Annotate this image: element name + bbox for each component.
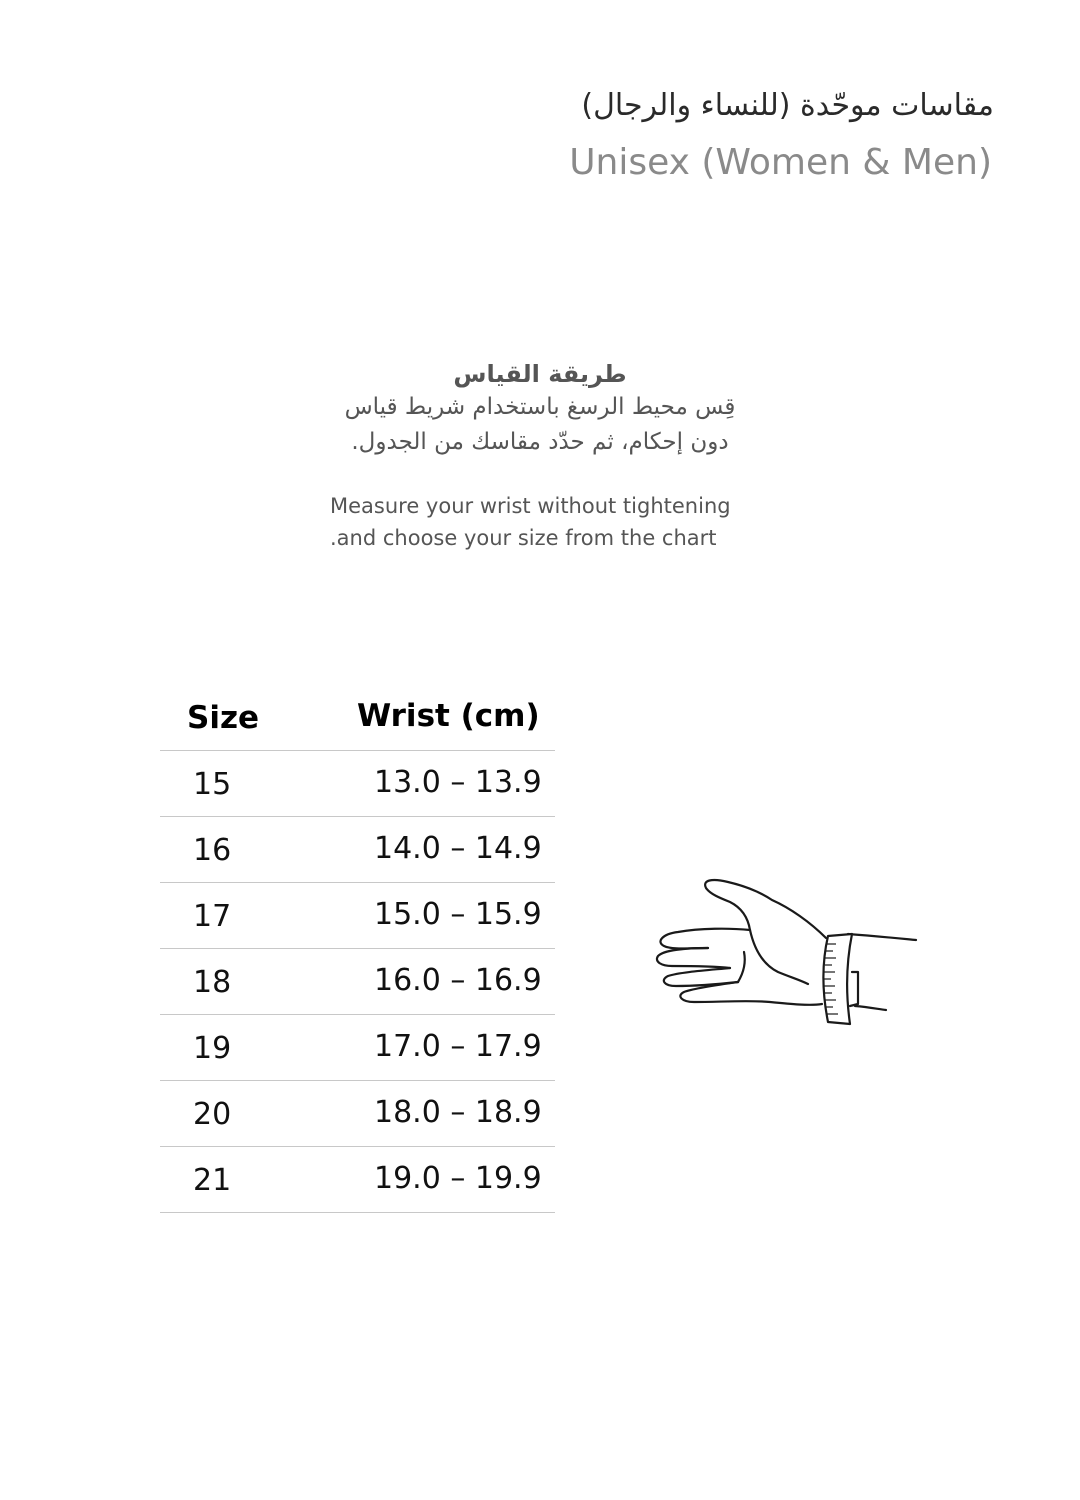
wrist-range-cell: 16.0 – 16.9 xyxy=(374,963,542,998)
instructions-line2-english: .and choose your size from the chart xyxy=(330,526,717,550)
table-row xyxy=(160,751,555,817)
wrist-range-cell: 18.0 – 18.9 xyxy=(374,1095,542,1130)
wrist-range-cell: 15.0 – 15.9 xyxy=(374,897,542,932)
table-header-row xyxy=(160,690,555,751)
size-chart-table xyxy=(160,690,555,1213)
table-row xyxy=(160,1147,555,1213)
table-row xyxy=(160,949,555,1015)
instructions-title-arabic: طريقة القياس xyxy=(453,360,627,388)
page-title-arabic: مقاسات موحّدة (للنساء والرجال) xyxy=(581,88,994,123)
wrist-measuring-tape-icon xyxy=(650,872,920,1032)
size-cell: 17 xyxy=(193,899,232,934)
column-header-size: Size xyxy=(187,700,260,736)
page-title-english: Unisex (Women & Men) xyxy=(569,142,992,183)
instructions-english xyxy=(300,490,780,554)
size-cell: 15 xyxy=(193,767,232,802)
instructions-line2-arabic: دون إحكام، ثم حدّد مقاسك من الجدول. xyxy=(351,429,729,455)
wrist-range-cell: 17.0 – 17.9 xyxy=(374,1029,542,1064)
table-row xyxy=(160,817,555,883)
table-row xyxy=(160,1015,555,1081)
table-row xyxy=(160,1081,555,1147)
size-cell: 16 xyxy=(193,833,232,868)
instructions-line1-arabic: قِس محيط الرسغ باستخدام شريط قياس xyxy=(344,394,736,420)
size-cell: 21 xyxy=(193,1163,232,1198)
measuring-instructions xyxy=(300,358,780,554)
wrist-range-cell: 13.0 – 13.9 xyxy=(374,765,542,800)
instructions-line1-english: Measure your wrist without tightening xyxy=(330,494,731,518)
column-header-wrist: Wrist (cm) xyxy=(357,698,540,734)
wrist-range-cell: 14.0 – 14.9 xyxy=(374,831,542,866)
size-cell: 18 xyxy=(193,965,232,1000)
table-row xyxy=(160,883,555,949)
size-cell: 20 xyxy=(193,1097,232,1132)
wrist-range-cell: 19.0 – 19.9 xyxy=(374,1161,542,1196)
size-cell: 19 xyxy=(193,1031,232,1066)
